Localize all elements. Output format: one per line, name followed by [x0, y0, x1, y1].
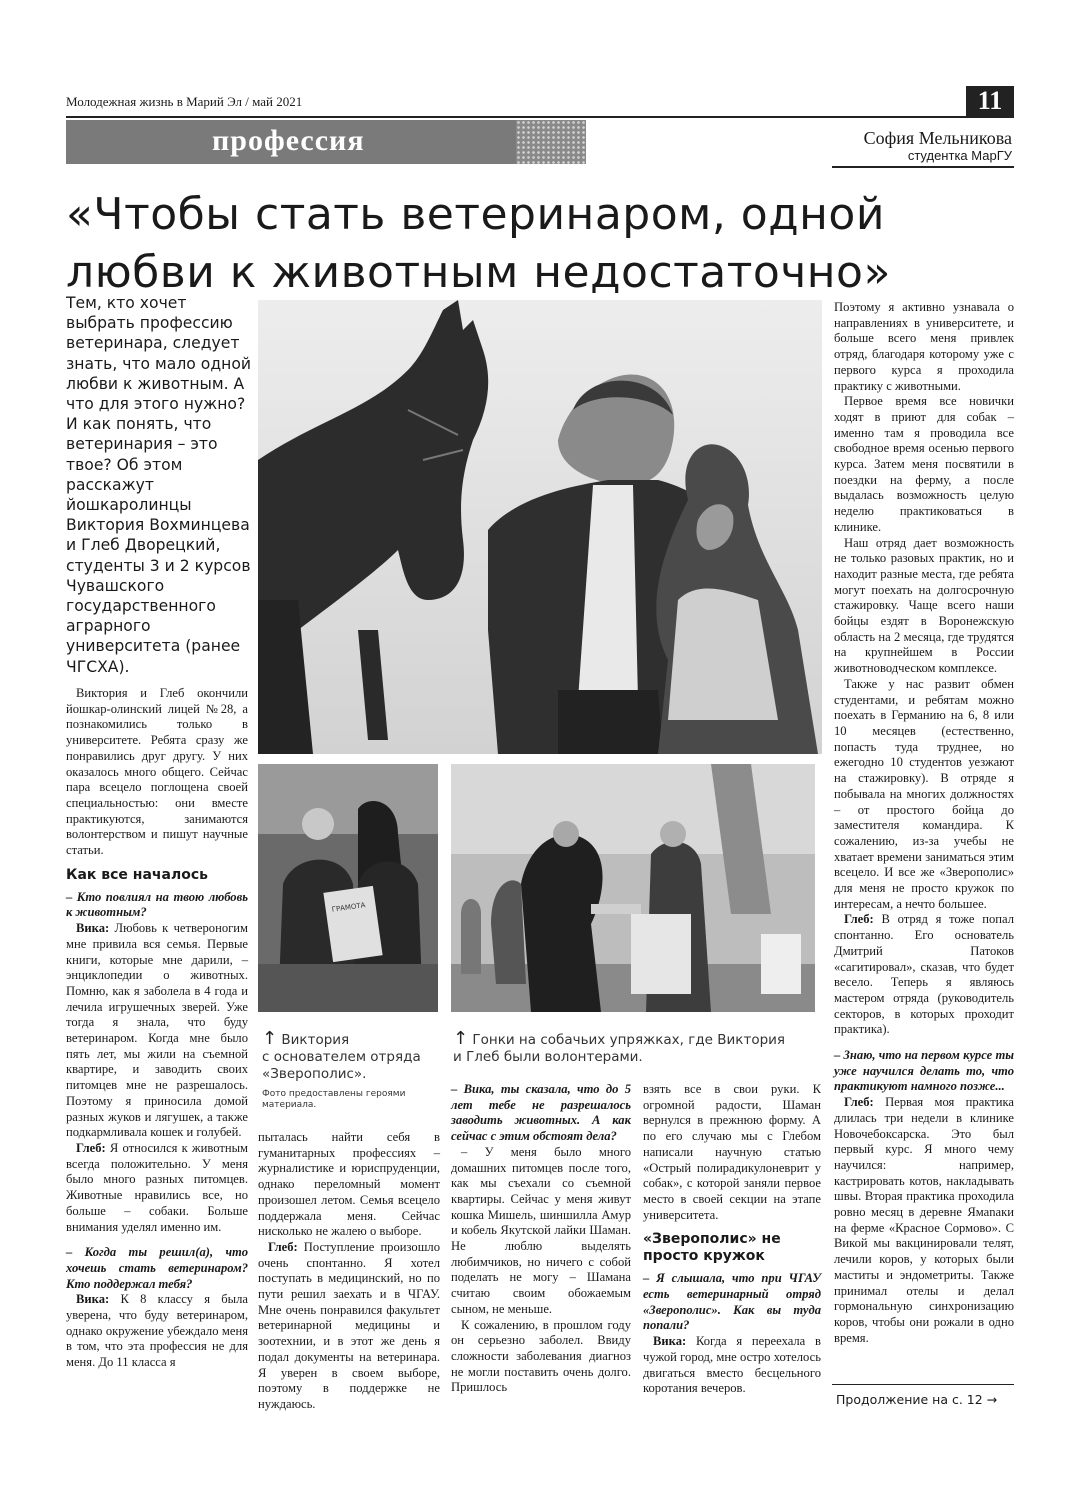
- continued-paragraph: пыталась найти себя в гуманитарных профессиях – журналистике и юриспруденции, однако переломный момент произошел летом. Семья всецело поддержала меня. Сейчас нисколько не жалею о выборе.: [258, 1130, 440, 1239]
- answer-text: К 8 классу я была уверена, что буду ветеринаром, однако окружение убеждало меня в том, что эта профессия не для меня. До 11 класса я: [66, 1292, 248, 1370]
- photo-dog-sled-volunteers: [451, 764, 815, 1012]
- main-photo: [258, 300, 822, 754]
- paragraph-shaman: К сожалению, в прошлом году он серьезно заболел. Ввиду сложности заболевания диагноз не могли поставить очень долго. Пришлось: [451, 1317, 631, 1395]
- answer-text: Поступление произошло очень спонтанно. Я хотел поступать в медицинский, но по пути решил заехать и в ЧГАУ. Мне очень понравился факультет ветеринарной медицины и зоотехнии, и в этот же день я подал документы на ветеринара. Я уверен в своем выборе, поэтому в поддержке не нуждаюсь.: [258, 1239, 440, 1411]
- continued-paragraph: Поэтому я активно узнавала о направлениях в университете, и больше всего меня привлек отряд, благодаря которому уже с первого курса я проходила практику с животными.: [834, 300, 1014, 393]
- caption-arrow-icon: ↑: [262, 1028, 278, 1049]
- speaker-label: Глеб:: [844, 912, 874, 927]
- article-column-1: [66, 686, 248, 1371]
- question-3: – Вика, ты сказала, что до 5 лет тебе не разрешалось заводить животных. А как сейчас с этим обстоят дела?: [451, 1082, 631, 1144]
- rubric-label: профессия: [212, 124, 365, 157]
- answer-gleb-2: [258, 1240, 440, 1413]
- speaker-label: Глеб:: [844, 1095, 874, 1110]
- continued-paragraph: взять все в свои руки. К огромной радости, Шаман вернулся в прежнюю форму. А по его случаю мы с Глебом написали научную статью «Острый полирадикулоневрит у собак», с которой заняли первое место в своей секции на этапе университета.: [643, 1082, 821, 1222]
- answer-vika-4: [643, 1334, 821, 1397]
- headline: «Чтобы стать ветеринаром, одной любви к животным недостаточно»: [66, 189, 891, 298]
- section-heading-how-it-started: Как все началось: [66, 866, 208, 883]
- speaker-label: Вика:: [76, 921, 110, 936]
- question-5: – Знаю, что на первом курсе ты уже научился делать то, что практикуют намного позже...: [834, 1048, 1014, 1094]
- answer-vika-2: [66, 1292, 248, 1371]
- paragraph-internships: Наш отряд дает возможность не только разовых практик, но и находит разные места, где ребята могут поехать на долгосрочную стажировку. Чаще всего наши бойцы ездят в Воронежскую область на 2 месяца, где трудятся на крупнейшем в России животноводческом комплексе.: [834, 535, 1014, 676]
- author-role: студентка МарГУ: [907, 148, 1012, 163]
- answer-gleb-3: [834, 912, 1014, 1038]
- photo-dog-sled-volunteers-illustration: [451, 764, 815, 1012]
- author-name: София Мельникова: [863, 128, 1012, 148]
- continued-link[interactable]: Продолжение на с. 12 →: [836, 1392, 998, 1407]
- caption-photo3-line2: и Глеб были волонтерами.: [453, 1049, 643, 1065]
- speaker-label: Глеб:: [268, 1239, 298, 1254]
- question-2: – Когда ты решил(а), что хочешь стать ветеринаром? Кто поддержал тебя?: [66, 1245, 248, 1291]
- article-column-3: [451, 1082, 631, 1396]
- answer-text: Любовь к четвероногим мне привила вся семья. Первые книги, которые мне дарили, – энциклопедии о животных. Помню, как я заболела в 4 года и лечила игрушечных зверей. Уже тогда я знала, что буду ветеринаром. Когда мне было пять лет, мы жили на съемной квартире, и заводить своих питомцев мне не разрешалось. Поэтому я приносила домой разных жуков и лягушек, а также подкармливала кошек и голубей.: [66, 921, 248, 1140]
- caption-arrow-icon: ↑: [453, 1028, 469, 1049]
- question-1: – Кто повлиял на твою любовь к животным?: [66, 889, 248, 920]
- caption-photo2-line1: Виктория: [281, 1032, 350, 1048]
- section-heading-zveropolis: «Зверополис» не просто кружок: [643, 1231, 781, 1265]
- answer-text: Первая моя практика длилась три недели в клинике Новочебоксарска. Это был первый курс. Я много чему научился: например, кастрировать котов, накладывать швы. Вторая практика проходила ровно месяц в деревне Ямаnаки на ферме «Красное Сормово». С Викой мы вакцинировали телят, лечили коров, у которых были маститы и эндометриты. Также принимал отелы и делал гормональную синхронизацию коров, чтобы они рожали в одно время.: [834, 1095, 1014, 1345]
- paragraph-exchange: Также у нас развит обмен студентами, и ребятам можно поехать в Германию на 6, 8 или 10 месяцев (естественно, попасть туда труднее, но ежегодно 10 студентов уезжают на стажировку). В отряде я побывала на многих должностях – от простого бойца до заместителя командира. К сожалению, из-за учебы не хватает времени заниматься этим всецело. И все же «Зверополис» для меня не просто кружок по интересам, а нечто большее.: [834, 676, 1014, 911]
- article-column-4: [643, 1082, 821, 1397]
- intro-paragraph: Виктория и Глеб окончили йошкар-олинский лицей №28, а познакомились только в университете. Ребята сразу же понравились друг другу. У них оказалось много общего. Сейчас пара всецело поглощена своей специальностью: они вместе практикуются, занимаются волонтерством и пишут научные статьи.: [66, 686, 248, 858]
- answer-vika-3: – У меня было много домашних питомцев после того, как мы съехали со съемной квартиры. Сейчас у меня живут кошка Мишель, шиншилла Амур и кобель Якутской лайки Шаман. Не люблю выделять любимчиков, но ничего с собой поделать не могу – Шамана считаю своим обожаемым сыном, не меньше.: [451, 1144, 631, 1316]
- speaker-label: Вика:: [653, 1334, 687, 1349]
- article-column-5: [834, 300, 1014, 1346]
- caption-photo2-line3: «Зверополис».: [262, 1066, 367, 1082]
- photo-victoria-founder: [258, 764, 438, 1012]
- photo-credit: Фото предоставлены героями материала.: [262, 1089, 406, 1110]
- page-number: 11: [966, 86, 1014, 116]
- rubric-dot-pattern: [516, 120, 586, 164]
- question-4: – Я слышала, что при ЧГАУ есть ветеринарный отряд «Зверополис». Как вы туда попали?: [643, 1271, 821, 1333]
- photo-victoria-founder-illustration: [258, 764, 438, 1012]
- caption-photo3: [453, 1030, 823, 1066]
- lead-paragraph: Тем, кто хочет выбрать профессию ветеринара, следует знать, что мало одной любви к животным. А что для этого нужно? И как понять, что ветеринария – это твое? Об этом расскажут йошкаролинцы Виктория Вохминцева и Глеб Дворецкий, студенты 3 и 2 курсов Чувашского государственного аграрного университета (ранее ЧГСХА).: [66, 294, 252, 676]
- answer-text: Когда я переехала в чужой город, мне остро хотелось двигаться вместо бесцельного коротания вечеров.: [643, 1334, 821, 1396]
- caption-photo2-line2: с основателем отряда: [262, 1049, 421, 1065]
- certificate-title: ГРАМОТА: [331, 901, 366, 914]
- answer-gleb-1: [66, 1141, 248, 1235]
- speaker-label: Глеб:: [76, 1140, 106, 1155]
- paragraph-shelter: Первое время все новички ходят в приют для собак – именно там я проводила все свободное время осенью первого курса. Затем меня посвятили в поездки на ферму, а после выдалась возможность целую неделю практиковаться в клинике.: [834, 394, 1014, 534]
- continued-rule: [832, 1384, 1014, 1385]
- issue-line: Молодежная жизнь в Марий Эл / май 2021: [66, 94, 303, 109]
- answer-text: В отряд я тоже попал спонтанно. Его основатель Дмитрий Патоков «сагитировал», сказав, что будет весело. Теперь я являюсь мастером отряда (руководитель секторов, в которых проходит практика).: [834, 912, 1014, 1037]
- main-photo-illustration: [258, 300, 822, 754]
- answer-vika-1: [66, 921, 248, 1141]
- caption-photo2: [262, 1030, 452, 1083]
- caption-photo3-line1: Гонки на собачьих упряжках, где Виктория: [472, 1032, 786, 1048]
- answer-text: Я относился к животным всегда положительно. У меня было много разных питомцев. Животные нравились все, но больше – собаки. Больше внимания уделял именно им.: [66, 1140, 248, 1234]
- article-column-2: [258, 1130, 440, 1413]
- answer-gleb-4: [834, 1095, 1014, 1346]
- speaker-label: Вика:: [76, 1292, 110, 1307]
- author-rule: [832, 166, 1014, 168]
